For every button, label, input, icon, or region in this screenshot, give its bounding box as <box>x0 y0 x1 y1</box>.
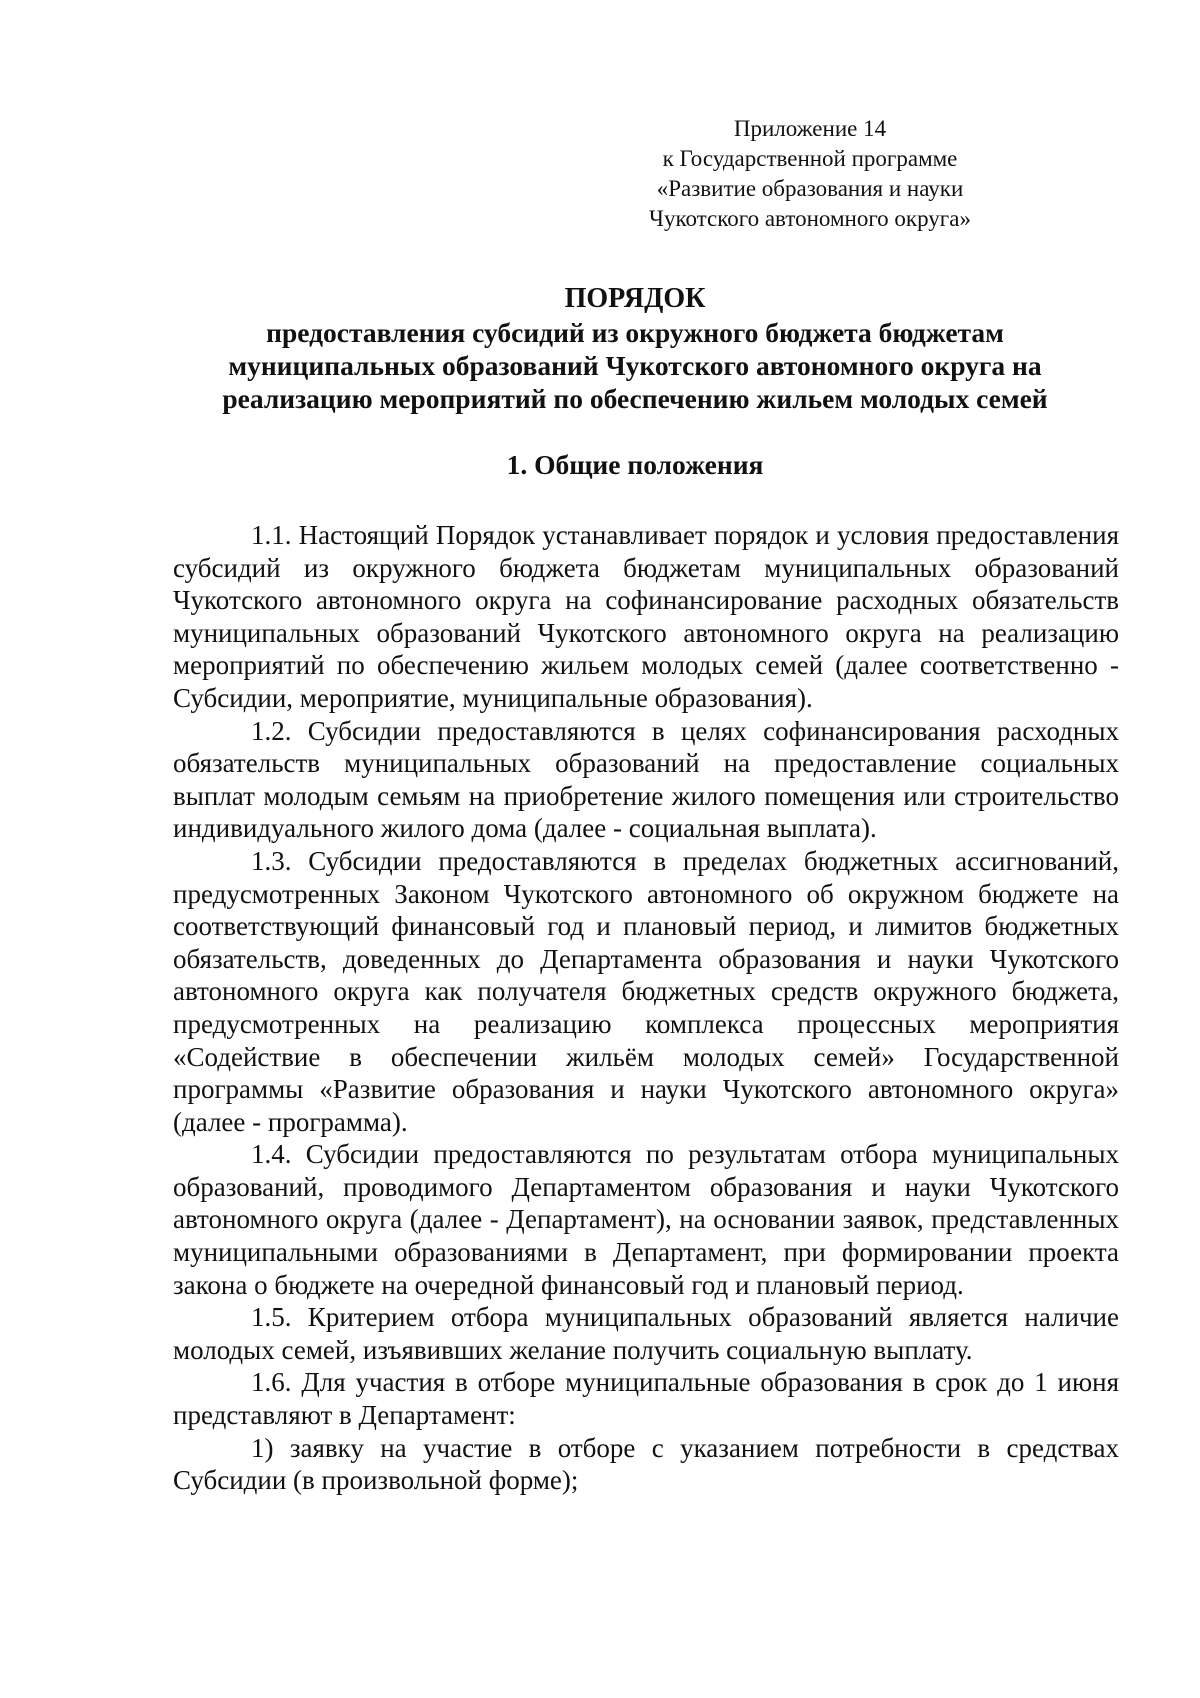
paragraph-1-6: 1.6. Для участия в отборе муниципальные образования в срок до 1 июня представляют в Департамент: <box>173 1367 1119 1431</box>
paragraph-1-4: 1.4. Субсидии предоставляются по результатам отбора муниципальных образований, проводимого Департаментом образования и науки Чукотского автономного округа (далее - Департамент), на основании заявок, представленных муниципальными образованиями в Департамент, при формировании проекта закона о бюджете на очередной финансовый год и плановый период. <box>173 1139 1119 1300</box>
appendix-line: к Государственной программе <box>662 146 958 171</box>
title-line: реализацию мероприятий по обеспечению жильем молодых семей <box>222 383 1048 414</box>
appendix-note <box>620 114 1000 234</box>
appendix-line: Чукотского автономного округа» <box>649 206 971 231</box>
title-main: ПОРЯДОК <box>564 283 706 314</box>
section-body <box>173 519 1119 1497</box>
paragraph-1-5: 1.5. Критерием отбора муниципальных образований является наличие молодых семей, изъявивших желание получить социальную выплату. <box>173 1302 1119 1365</box>
appendix-line: «Развитие образования и науки <box>656 176 964 201</box>
paragraph-1-3: 1.3. Субсидии предоставляются в пределах бюджетных ассигнований, предусмотренных Законом Чукотского автономного об окружном бюджете на соответствующий финансовый год и плановый период, и лимитов бюджетных обязательств, доведенных до Департамента образования и науки Чукотского автономного округа как получателя бюджетных средств окружного бюджета, предусмотренных на реализацию комплекса процессных мероприятия «Содействие в обеспечении жильём молодых семей» Государственной программы «Развитие образования и науки Чукотского автономного округа» (далее - программа). <box>173 845 1119 1137</box>
paragraph-item-1: 1) заявку на участие в отборе с указанием потребности в средствах Субсидии (в произвольной форме); <box>173 1432 1119 1496</box>
title-line: муниципальных образований Чукотского автономного округа на <box>228 350 1042 381</box>
title-line: предоставления субсидий из окружного бюджета бюджетам <box>266 317 1004 348</box>
paragraph-1-1: 1.1. Настоящий Порядок устанавливает порядок и условия предоставления субсидий из окружного бюджета бюджетам муниципальных образований Чукотского автономного округа на софинансирование расходных обязательств муниципальных образований Чукотского автономного округа на реализацию мероприятий по обеспечению жильем молодых семей (далее соответственно - Субсидии, мероприятие, муниципальные образования). <box>173 520 1119 713</box>
paragraph-1-2: 1.2. Субсидии предоставляются в целях софинансирования расходных обязательств муниципальных образований на предоставление социальных выплат молодым семьям на приобретение жилого помещения или строительство индивидуального жилого дома (далее - социальная выплата). <box>173 715 1119 844</box>
document-title <box>150 282 1120 415</box>
appendix-line: Приложение 14 <box>733 116 887 141</box>
section-heading: 1. Общие положения <box>506 449 764 480</box>
